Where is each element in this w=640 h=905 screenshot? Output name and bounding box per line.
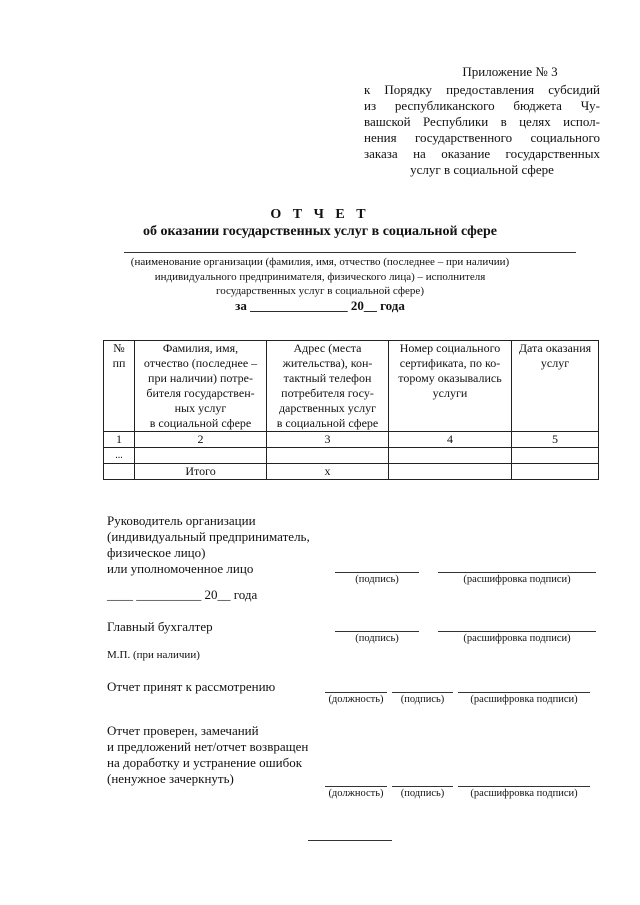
- org-caption-line: (наименование организации (фамилия, имя, отчество (последнее – при наличии): [130, 256, 510, 268]
- appendix-line: заказа на оказание государственных: [364, 146, 600, 161]
- header-cell: Номер социального сертификата, по ко- торому оказывались услуги: [389, 341, 512, 432]
- col-number: 3: [267, 432, 389, 448]
- decode-line: [458, 786, 590, 787]
- appendix-line: вашской Республики в целях испол-: [364, 114, 600, 129]
- table-cell: [389, 464, 512, 480]
- appendix-line: из республиканского бюджета Чу-: [364, 98, 600, 113]
- position-line: [325, 692, 387, 693]
- table-cell: [267, 448, 389, 464]
- table-row: [104, 448, 599, 464]
- caption-signature: (подпись): [400, 788, 445, 799]
- signature-line: [335, 572, 419, 573]
- report-table: [103, 340, 599, 480]
- signature-line: [392, 692, 453, 693]
- caption-decode: (расшифровка подписи): [463, 633, 571, 644]
- org-caption-line: государственных услуг в социальной сфере): [216, 285, 424, 297]
- org-name-line: [124, 252, 576, 253]
- table-number-row: [104, 432, 599, 448]
- decode-line: [438, 572, 596, 573]
- report-title: О Т Ч Е Т: [270, 207, 370, 222]
- col-number: 4: [389, 432, 512, 448]
- head-label: (индивидуальный предприниматель,: [107, 529, 310, 544]
- appendix-line: к Порядку предоставления субсидий: [364, 82, 600, 97]
- col-number: 5: [512, 432, 599, 448]
- report-period: за _______________ 20__ года: [235, 298, 405, 313]
- caption-position: (должность): [328, 694, 384, 705]
- table-cell: [135, 448, 267, 464]
- head-label: Руководитель организации: [107, 513, 256, 528]
- report-subtitle: об оказании государственных услуг в социальной сфере: [143, 224, 497, 239]
- appendix-line: услуг в социальной сфере: [410, 162, 554, 177]
- caption-decode: (расшифровка подписи): [463, 574, 571, 585]
- appendix-heading: Приложение № 3: [462, 64, 558, 79]
- caption-signature: (подпись): [355, 633, 399, 644]
- header-cell: Дата оказания услуг: [512, 341, 599, 432]
- signature-line: [335, 631, 419, 632]
- total-mark: х: [267, 464, 389, 480]
- footer-rule: [308, 840, 392, 841]
- checked-label: (ненужное зачеркнуть): [107, 771, 234, 786]
- header-cell: Фамилия, имя, отчество (последнее – при наличии) потре- бителя государствен- ных услуг в социальной сфере: [135, 341, 267, 432]
- head-label: физическое лицо): [107, 545, 206, 560]
- decode-line: [438, 631, 596, 632]
- signature-line: [392, 786, 453, 787]
- caption-decode: (расшифровка подписи): [470, 788, 578, 799]
- caption-decode: (расшифровка подписи): [470, 694, 578, 705]
- table-cell: [389, 448, 512, 464]
- table-cell: [512, 464, 599, 480]
- table-cell: [104, 464, 135, 480]
- header-cell: Адрес (места жительства), кон- тактный телефон потребителя госу- дарственных услуг в социальной сфере: [267, 341, 389, 432]
- col-number: 1: [104, 432, 135, 448]
- stamp-label: М.П. (при наличии): [107, 649, 200, 661]
- head-label: или уполномоченное лицо: [107, 561, 254, 576]
- table-header-row: [104, 341, 599, 432]
- ellipsis-cell: ...: [104, 448, 135, 464]
- date-line: ____ __________ 20__ года: [107, 587, 258, 602]
- checked-label: и предложений нет/отчет возвращен: [107, 739, 309, 754]
- checked-label: на доработку и устранение ошибок: [107, 755, 303, 770]
- appendix-line: нения государственного социального: [364, 130, 600, 145]
- checked-label: Отчет проверен, замечаний: [107, 723, 259, 738]
- accepted-label: Отчет принят к рассмотрению: [107, 679, 276, 694]
- caption-position: (должность): [328, 788, 384, 799]
- table-cell: [512, 448, 599, 464]
- table-total-row: [104, 464, 599, 480]
- decode-line: [458, 692, 590, 693]
- org-caption-line: индивидуального предпринимателя, физического лица) – исполнителя: [154, 271, 486, 283]
- caption-signature: (подпись): [400, 694, 445, 705]
- accountant-label: Главный бухгалтер: [107, 619, 213, 634]
- header-cell: № пп: [104, 341, 135, 432]
- total-label: Итого: [135, 464, 267, 480]
- caption-signature: (подпись): [355, 574, 399, 585]
- position-line: [325, 786, 387, 787]
- col-number: 2: [135, 432, 267, 448]
